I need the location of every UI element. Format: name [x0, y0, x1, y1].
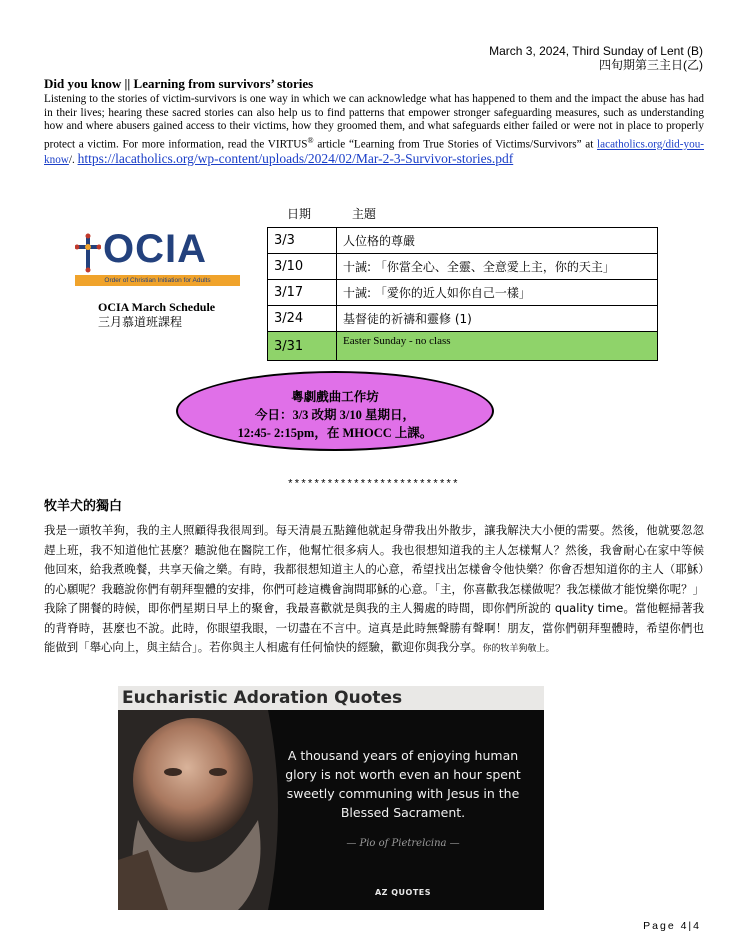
row-date: 3/24	[268, 306, 337, 332]
did-you-know-body	[44, 93, 704, 168]
story-body: 我是一頭牧羊狗，我的主人照顧得我很周到。每天清晨五點鐘他就起身帶我出外散步，讓我解決大小便的需要。然後，他就要忽忽趕上班，我不知道他忙甚麼？聽說他在醫院工作，他幫忙很多病人。我也很想知道我的主人怎樣幫人？然後，我會耐心在家中等候他回來，給我煮晚餐，共享天倫之樂。有時，我都很想知道主人的心意，希望找出怎樣會令他快樂？你會否想知道你的主人（耶穌）的心願呢？我聽說你們有朝拜聖體的安排，你們可趁這機會詢問耶穌的心意。「主，你喜歡我怎樣做呢？我怎樣做才能悅樂你呢？」我除了開餐的時候，即你們星期日早上的聚會，我最喜歡就是與我的主人獨處的時間，即你們所說的 quality time。當他輕掃著我的背脊時，甚麼也不說。此時，你眼望我眼，一切盡在不言中。這真是此時無聲勝有聲啊！朋友，當你們朝拜聖體時，希望你們也能做到「舉心向上，與主結合」。若你與主人相處有任何愉快的經驗，歡迎你與我分享。	[44, 523, 704, 654]
survivor-stories-pdf-link[interactable]: https://lacatholics.org/wp-content/uploads/2024/02/Mar-2-3-Survivor-stories.pdf	[77, 151, 514, 167]
cantonese-opera-notice	[176, 371, 494, 451]
adoration-quote-image	[118, 710, 544, 910]
did-you-know-link[interactable]: lacatholics.org/did-you-know	[44, 138, 705, 167]
ocia-logo-text: OCIA	[103, 227, 207, 271]
table-row-easter	[268, 332, 658, 361]
quote-text: A thousand years of enjoying human glory is not worth even an hour spent sweetly communing with Jesus in the Blessed Sacrament.	[285, 748, 521, 820]
row-topic: 人位格的尊嚴	[337, 228, 658, 254]
did-you-know-title: Did you know || Learning from survivors’ stories	[44, 76, 314, 91]
row-topic: 十誡: 「愛你的近人如你自己一樣」	[337, 280, 658, 306]
table-row	[268, 228, 658, 254]
sheepdog-title: 牧羊犬的獨白	[44, 499, 123, 514]
row-topic: Easter Sunday - no class	[337, 332, 658, 361]
dyk-text-3: /.	[68, 154, 78, 167]
story-signoff: 你的牧羊狗敬上。	[482, 644, 555, 654]
quote-author: — Pio of Pietrelcina —	[346, 838, 460, 849]
page-number: Page 4|4	[643, 920, 701, 932]
adoration-heading: Eucharistic Adoration Quotes	[118, 686, 544, 710]
row-date: 3/3	[268, 228, 337, 254]
table-row	[268, 254, 658, 280]
registered-mark: ®	[307, 135, 314, 145]
opera-title: 粵劇戲曲工作坊	[291, 390, 379, 404]
row-date: 3/17	[268, 280, 337, 306]
caption-english: OCIA March Schedule	[98, 300, 216, 314]
schedule-col-topic: 主題	[352, 207, 377, 221]
row-date: 3/31	[268, 332, 337, 361]
row-topic: 基督徒的祈禱和靈修 (1)	[337, 306, 658, 332]
caption-chinese: 三月慕道班課程	[98, 315, 183, 329]
dyk-text-1: Listening to the stories of victim-survivors is one way in which we can acknowledge what has happened to them and the impact the abuse has had in their lives; hearing these sacred stories can also help us to find patterns that empower stronger safeguarding measures, such as understanding how and where abusers gained access to their victims, how they groomed them, and what safeguards either failed or were not in place to properly protect a victim. For more information, read the VIRTUS	[44, 93, 704, 151]
portrait-image	[118, 710, 298, 910]
bulletin-date	[489, 44, 703, 72]
azquotes-logo: AZ QUOTES	[374, 888, 432, 897]
cross-icon	[75, 233, 101, 273]
schedule-col-date: 日期	[287, 207, 312, 221]
dyk-text-2: article “Learning from True Stories of Victims/Survivors” at	[313, 138, 598, 151]
opera-date: 今日：3/3 改期 3/10 星期日，	[254, 408, 416, 422]
opera-time: 12:45- 2:15pm，在 MHOCC 上課。	[237, 426, 433, 440]
table-row	[268, 306, 658, 332]
date-chinese: 四旬期第三主日(乙)	[599, 58, 703, 72]
date-english: March 3, 2024, Third Sunday of Lent (B)	[489, 44, 703, 58]
ocia-schedule-caption	[98, 300, 215, 330]
separator: **************************	[287, 479, 459, 491]
row-topic: 十誡: 「你當全心、全靈、全意愛上主，你的天主」	[337, 254, 658, 280]
row-date: 3/10	[268, 254, 337, 280]
table-row	[268, 280, 658, 306]
ocia-logo-subtitle: Order of Christian Initiation for Adults	[75, 275, 240, 286]
ocia-schedule-table	[267, 227, 658, 361]
ocia-logo	[75, 227, 240, 291]
sheepdog-story	[44, 521, 704, 660]
